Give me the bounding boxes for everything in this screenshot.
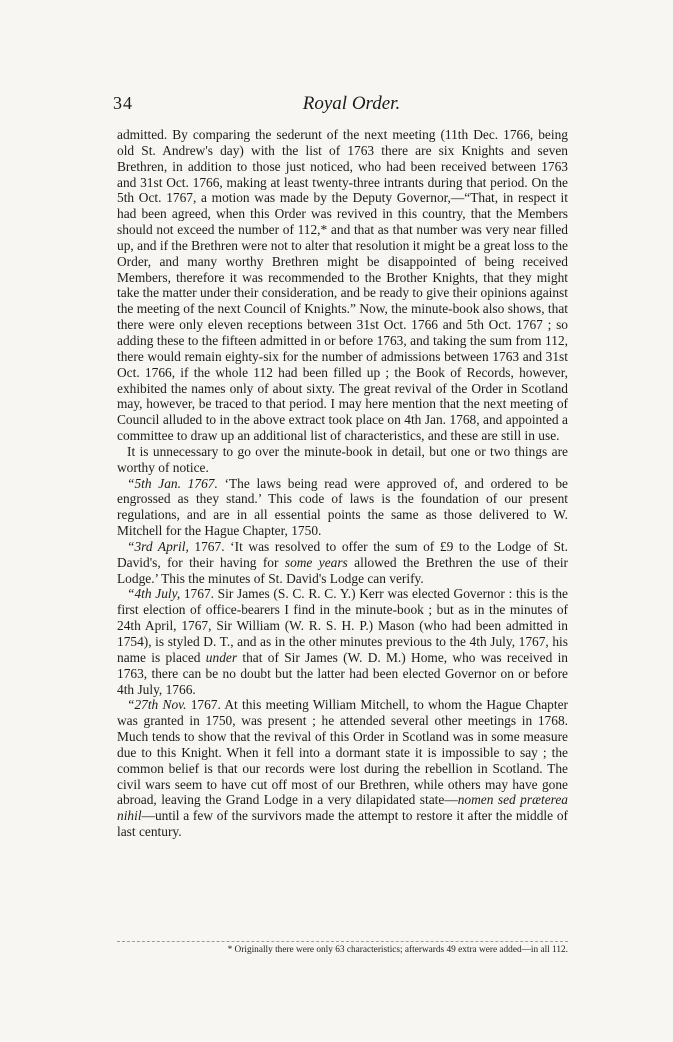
footnote: * Originally there were only 63 characteristics; afterwards 49 extra were added—in all 112. — [227, 945, 568, 955]
paragraph-2-text: It is unnecessary to go over the minute-book in detail, but one or two things are worthy of notice. — [117, 443, 568, 475]
paragraph-5-text-a: 1767. Sir James (S. C. R. C. Y.) Kerr was elected Governor : this is the first election of office-bearers I find in the minute-book ; but as in the minutes of 24th April, 1767, Sir William (W. R. S. H. P.) Mason (who had been admitted in 1754), is styled D. T., and as in the other minutes previous to the 4th July, 1767, his name is placed — [117, 586, 568, 665]
footnote-divider — [117, 941, 568, 942]
minute-date: “5th Jan. 1767. — [127, 475, 218, 491]
paragraph-1-text: admitted. By comparing the sederunt of the next meeting (11th Dec. 1766, being old St. Andrew's day) with the list of 1763 there are six Knights and seven Brethren, in addition to those just noticed, who had been received between 1763 and 31st Oct. 1766, making at least twenty-three intrants during that period. On the 5th Oct. 1767, a motion was made by the Deputy Governor,—“That, in respect it had been agreed, when this Order was revived in this country, that the Members should not exceed the number of 112,* and that as that number was very near filled up, and if the Brethren were not to alter that resolution it might be a great loss to the Order, and many worthy Brethren might be disappointed of being received Members, therefore it was recommended to the Brother Knights, that they might take the matter under their consideration, and be ready to give their opinions against the meeting of the next Council of Knights.” Now, the minute-book also shows, that there were only eleven receptions between 31st Oct. 1766 and 5th Oct. 1767 ; so adding these to the fifteen admitted in or before 1763, and taking the sum from 112, there would remain eighty-six for the number of admissions between 1763 and 31st Oct. 1766, if the whole 112 had been filled up ; the Book of Records, however, exhibited the names only of about sixty. The great revival of the Order in Scotland may, however, be traced to that period. I may here mention that the next meeting of Council alluded to in the above extract took place on 4th Jan. 1768, and appointed a committee to draw up an additional list of characteristics, and these are still in use. — [117, 127, 568, 444]
paragraph-5-text-b: that of Sir James (W. D. M.) Home, who was received in 1763, there can be no doubt but the latter had been elected Governor on or before 4th July, 1766. — [117, 649, 568, 697]
paragraph-3-text: ‘The laws being read were approved of, and ordered to be engrossed as they stand.’ This code of laws is the foundation of our present regulations, and are in all essential points the same as those delivered to W. Mitchell for the Hague Chapter, 1750. — [117, 475, 568, 539]
paragraph-6-text-a: 1767. At this meeting William Mitchell, to whom the Hague Chapter was granted in 1750, was present ; he attended several other meetings in 1768. Much tends to show that the revival of this Order in Scotland was in some measure due to this Knight. When it fell into a dormant state it is impossible to say ; the common belief is that our records were lost during the rebellion in Scotland. The civil wars seem to have cut off most of our Brethren, while others may have gone abroad, leaving the Grand Lodge in a very dilapidated state— — [117, 697, 568, 808]
minute-date: “3rd April, — [127, 538, 189, 554]
paragraph-1 — [117, 127, 568, 444]
page-number: 34 — [113, 93, 133, 113]
minute-date: “4th July, — [127, 586, 181, 602]
paragraph-3 — [117, 476, 568, 539]
paragraph-4-text-a: 1767. ‘It was resolved to offer the sum of £9 to the Lodge of St. David's, for their having for — [117, 538, 568, 570]
paragraph-4-text-b: allowed the Brethren the use of their Lodge.’ This the minutes of St. David's Lodge can verify. — [117, 554, 568, 586]
minute-date: “27th Nov. — [127, 697, 187, 713]
emphasis-text: some years — [284, 554, 348, 570]
paragraph-2 — [117, 444, 568, 476]
page-header — [0, 93, 673, 117]
paragraph-4 — [117, 539, 568, 587]
emphasis-text: under — [205, 649, 238, 665]
running-title: Royal Order. — [302, 93, 401, 114]
body-text — [117, 127, 568, 840]
emphasis-text: nomen sed præterea nihil — [117, 792, 568, 824]
paragraph-6-text-b: —until a few of the survivors made the attempt to restore it after the middle of last century. — [117, 808, 568, 840]
paragraph-6 — [117, 697, 568, 840]
paragraph-5 — [117, 586, 568, 697]
